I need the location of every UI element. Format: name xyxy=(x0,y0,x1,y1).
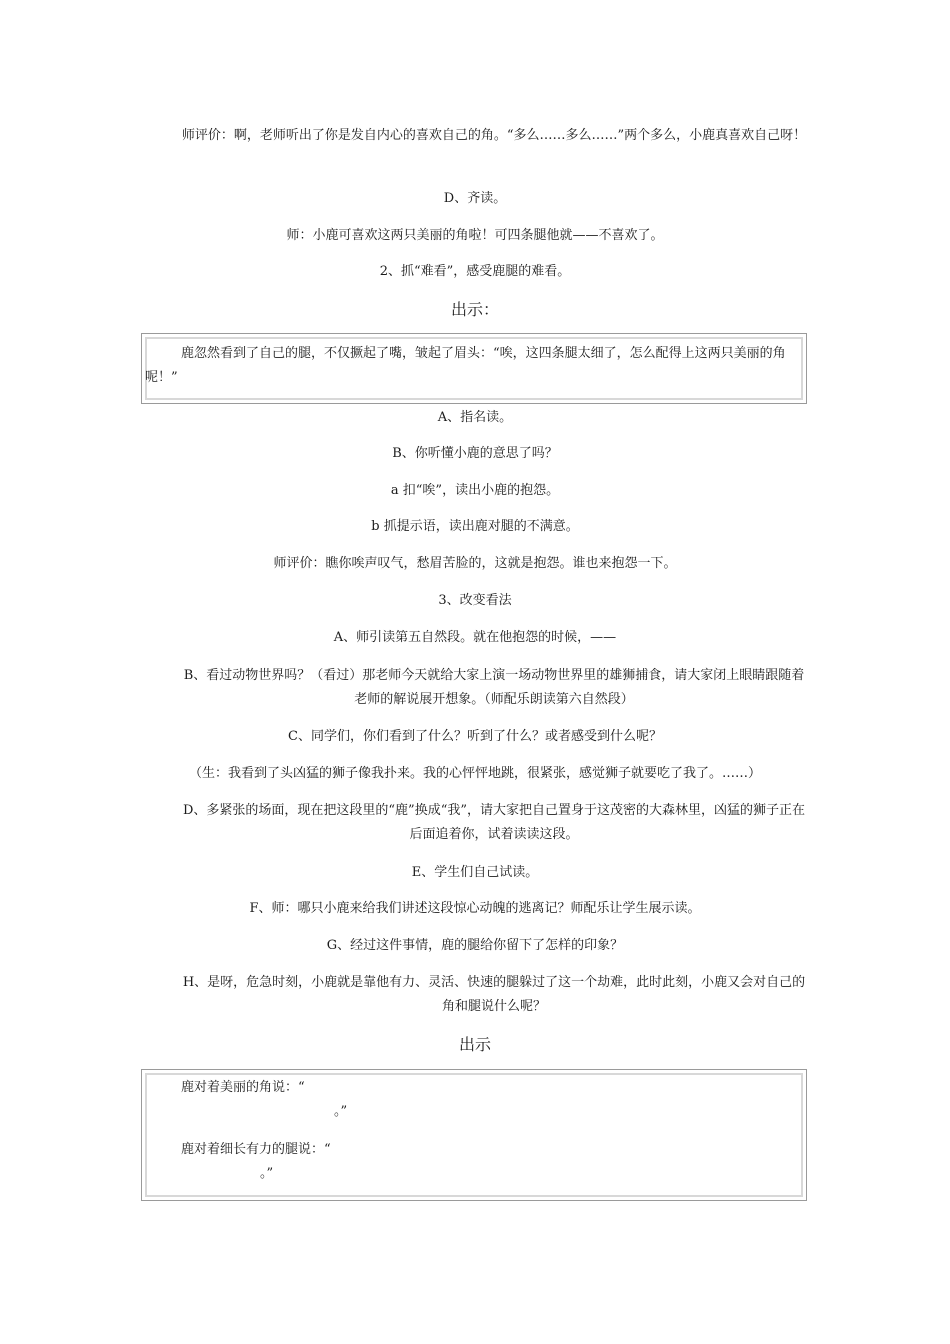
quote-box-1 xyxy=(141,333,807,404)
step-2-heading: 2、抓“难看”，感受鹿腿的难看。 xyxy=(379,264,571,279)
teacher-comment-paragraph: 师评价：啊，老师听出了你是发自内心的喜欢自己的角。“多么……多么……”两个多么，小鹿真喜欢自己呀！ xyxy=(181,128,807,143)
step-e-try-read: E、学生们自己试读。 xyxy=(411,865,539,880)
step-d-paragraph: D、多紧张的场面，现在把这段里的“鹿”换成“我”，请大家把自己置身于这茂密的大森林里，凶猛的狮子正在后面追着你，试着读读这段。 xyxy=(182,803,805,842)
fill-in-line-antler: 鹿对着美丽的角说：“ xyxy=(181,1080,305,1095)
step-a-name-read: A、指名读。 xyxy=(437,410,513,425)
student-answer: （生：我看到了头凶猛的狮子像我扑来。我的心怦怦地跳，很紧张，感觉狮子就要吃了我了。……） xyxy=(188,766,761,781)
show-heading-2: 出示 xyxy=(458,1035,491,1054)
step-b-paragraph: B、看过动物世界吗？（看过）那老师今天就给大家上演一场动物世界里的雄狮捕食，请大家闭上眼睛跟随着老师的解说展开想象。（师配乐朗读第六自然段） xyxy=(183,668,805,707)
step-g-question: G、经过这件事情，鹿的腿给你留下了怎样的印象？ xyxy=(326,938,624,953)
step-a-lead-read: A、师引读第五自然段。就在他抱怨的时候，—— xyxy=(333,630,617,645)
step-3-heading: 3、改变看法 xyxy=(438,593,512,608)
fill-in-line-leg-end: 。” xyxy=(260,1166,274,1181)
step-a-sigh: a 扣“唉”，读出小鹿的抱怨。 xyxy=(390,483,560,498)
step-f-teacher: F、师：哪只小鹿来给我们讲述这段惊心动魄的逃离记？师配乐让学生展示读。 xyxy=(249,901,701,916)
teacher-comment-2: 师评价：瞧你唉声叹气，愁眉苦脸的，这就是抱怨。谁也来抱怨一下。 xyxy=(273,556,677,571)
step-b-question: B、你听懂小鹿的意思了吗？ xyxy=(392,446,558,461)
step-b-prompt: b 抓提示语，读出鹿对腿的不满意。 xyxy=(371,519,579,534)
fill-in-line-antler-end: 。” xyxy=(334,1104,348,1119)
step-c-question: C、同学们，你们看到了什么？听到了什么？或者感受到什么呢？ xyxy=(288,729,662,744)
fill-in-box xyxy=(141,1069,807,1201)
step-h-paragraph: H、是呀，危急时刻，小鹿就是靠他有力、灵活、快速的腿躲过了这一个劫难，此时此刻，小鹿又会对自己的角和腿说什么呢？ xyxy=(182,975,806,1014)
teacher-line: 师：小鹿可喜欢这两只美丽的角啦！可四条腿他就——不喜欢了。 xyxy=(286,228,664,243)
show-heading-1: 出示： xyxy=(450,300,499,319)
fill-in-line-leg: 鹿对着细长有力的腿说：“ xyxy=(181,1142,331,1157)
step-d-read-together: D、齐读。 xyxy=(443,191,507,206)
quote-box-1-text: 鹿忽然看到了自己的腿，不仅撅起了嘴，皱起了眉头：“唉，这四条腿太细了，怎么配得上这两只美丽的角呢！” xyxy=(145,346,786,385)
